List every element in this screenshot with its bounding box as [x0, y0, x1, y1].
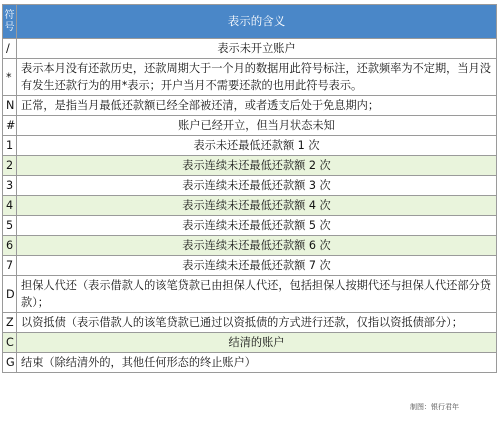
table-body	[3, 39, 497, 373]
row-symbol: 4	[3, 196, 17, 216]
row-symbol: 2	[3, 156, 17, 176]
row-symbol: G	[3, 353, 17, 373]
table-row	[3, 96, 497, 116]
table-row	[3, 59, 497, 96]
table-row	[3, 333, 497, 353]
row-meaning: 表示本月没有还款历史，还款周期大于一个月的数据用此符号标注，还款频率为不定期，当月没有发生还款行为的用*表示；开户当月不需要还款的也用此符号表示。	[17, 59, 497, 96]
row-symbol: *	[3, 59, 17, 96]
row-symbol: 5	[3, 216, 17, 236]
header-meaning: 表示的含义	[17, 5, 497, 39]
row-symbol: 6	[3, 236, 17, 256]
row-meaning: 结清的账户	[17, 333, 497, 353]
row-symbol: 7	[3, 256, 17, 276]
table-row	[3, 236, 497, 256]
table-row	[3, 216, 497, 236]
row-meaning: 表示未开立账户	[17, 39, 497, 59]
row-meaning: 以资抵债（表示借款人的该笔贷款已通过以资抵债的方式进行还款，仅指以资抵债部分）；	[17, 313, 497, 333]
row-meaning: 表示连续未还最低还款额 2 次	[17, 156, 497, 176]
row-meaning: 表示连续未还最低还款额 3 次	[17, 176, 497, 196]
header-symbol: 符号	[3, 5, 17, 39]
row-meaning: 结束（除结清外的，其他任何形态的终止账户）	[17, 353, 497, 373]
table-row	[3, 39, 497, 59]
row-symbol: /	[3, 39, 17, 59]
row-symbol: D	[3, 276, 17, 313]
row-symbol: 1	[3, 136, 17, 156]
table-row	[3, 156, 497, 176]
table-row	[3, 313, 497, 333]
table-row	[3, 116, 497, 136]
row-meaning: 表示连续未还最低还款额 7 次	[17, 256, 497, 276]
row-meaning: 担保人代还（表示借款人的该笔贷款已由担保人代还，包括担保人按期代还与担保人代还部分贷款）；	[17, 276, 497, 313]
table-row	[3, 196, 497, 216]
row-meaning: 表示连续未还最低还款额 5 次	[17, 216, 497, 236]
row-symbol: 3	[3, 176, 17, 196]
row-meaning: 正常，是指当月最低还款额已经全部被还清，或者透支后处于免息期内；	[17, 96, 497, 116]
row-meaning: 表示连续未还最低还款额 4 次	[17, 196, 497, 216]
row-meaning: 表示未还最低还款额 1 次	[17, 136, 497, 156]
row-symbol: Z	[3, 313, 17, 333]
row-symbol: #	[3, 116, 17, 136]
table-row	[3, 353, 497, 373]
row-meaning: 账户已经开立，但当月状态未知	[17, 116, 497, 136]
row-meaning: 表示连续未还最低还款额 6 次	[17, 236, 497, 256]
chart-credit: 制图：银行君年	[410, 403, 459, 411]
symbol-legend-table	[2, 4, 497, 373]
row-symbol: N	[3, 96, 17, 116]
table-header-row	[3, 5, 497, 39]
table-row	[3, 276, 497, 313]
table-row	[3, 136, 497, 156]
table-row	[3, 176, 497, 196]
table-row	[3, 256, 497, 276]
row-symbol: C	[3, 333, 17, 353]
